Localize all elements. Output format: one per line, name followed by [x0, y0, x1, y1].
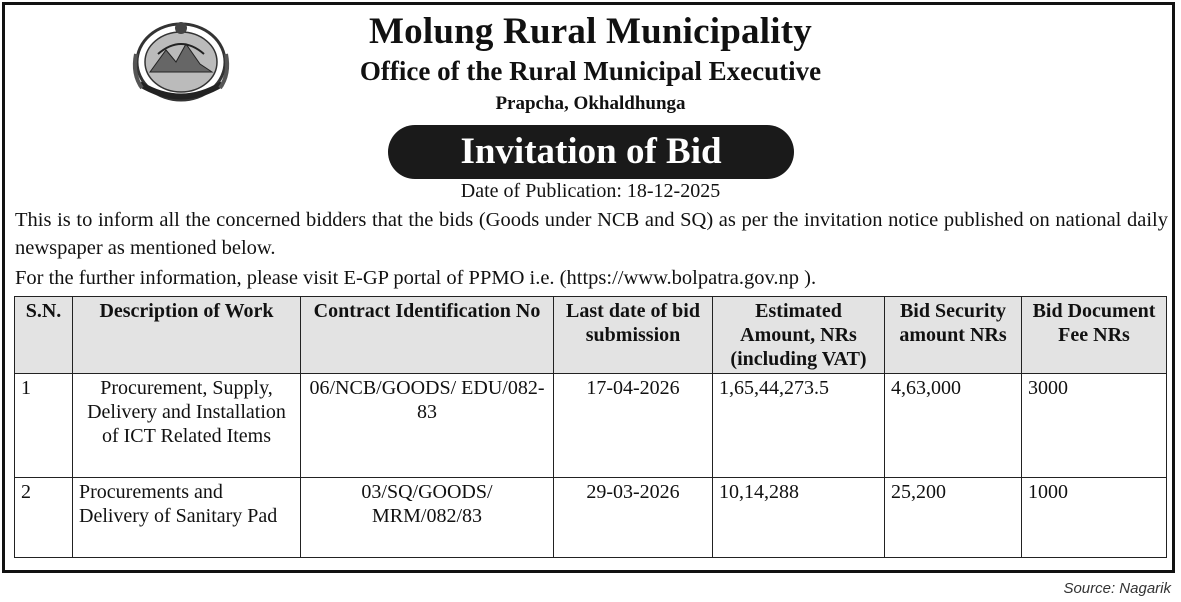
header-last-date: Last date of bid submission: [554, 297, 713, 374]
cell-contract-id: 06/NCB/GOODS/ EDU/082-83: [301, 374, 554, 478]
header-contract-id: Contract Identification No: [301, 297, 554, 374]
source-credit: Source: Nagarik: [1063, 580, 1171, 597]
office-subtitle: Office of the Rural Municipal Executive: [359, 56, 822, 86]
header-bid-security: Bid Security amount NRs: [885, 297, 1022, 374]
cell-contract-id: 03/SQ/GOODS/ MRM/082/83: [301, 478, 554, 558]
header-document-fee: Bid Document Fee NRs: [1022, 297, 1167, 374]
header-estimated-amount: Estimated Amount, NRs (including VAT): [713, 297, 885, 374]
invitation-banner: Invitation of Bid: [388, 125, 794, 179]
table-row: [15, 478, 1167, 558]
table-header-row: [15, 297, 1167, 374]
header-sn: S.N.: [15, 297, 73, 374]
header-description: Description of Work: [73, 297, 301, 374]
cell-bid-security: 4,63,000: [885, 374, 1022, 478]
office-address: Prapcha, Okhaldhunga: [495, 93, 686, 114]
cell-last-date: 29-03-2026: [554, 478, 713, 558]
cell-estimated-amount: 10,14,288: [713, 478, 885, 558]
info-paragraph: For the further information, please visit E-GP portal of PPMO i.e. (https://www.bolpatra.gov.np ).: [15, 267, 817, 289]
bid-table: [14, 296, 1167, 558]
cell-description: Procurements and Delivery of Sanitary Pad: [73, 478, 301, 558]
cell-sn: 2: [15, 478, 73, 558]
intro-paragraph: This is to inform all the concerned bidders that the bids (Goods under NCB and SQ) as per the invitation notice published on national daily newspaper as mentioned below.: [15, 209, 1168, 259]
cell-estimated-amount: 1,65,44,273.5: [713, 374, 885, 478]
municipality-title: Molung Rural Municipality: [369, 11, 812, 52]
cell-bid-security: 25,200: [885, 478, 1022, 558]
cell-description: Procurement, Supply, Delivery and Installation of ICT Related Items: [73, 374, 301, 478]
cell-last-date: 17-04-2026: [554, 374, 713, 478]
cell-document-fee: 1000: [1022, 478, 1167, 558]
cell-document-fee: 3000: [1022, 374, 1167, 478]
table-row: [15, 374, 1167, 478]
cell-sn: 1: [15, 374, 73, 478]
publication-date: Date of Publication: 18-12-2025: [460, 180, 721, 202]
